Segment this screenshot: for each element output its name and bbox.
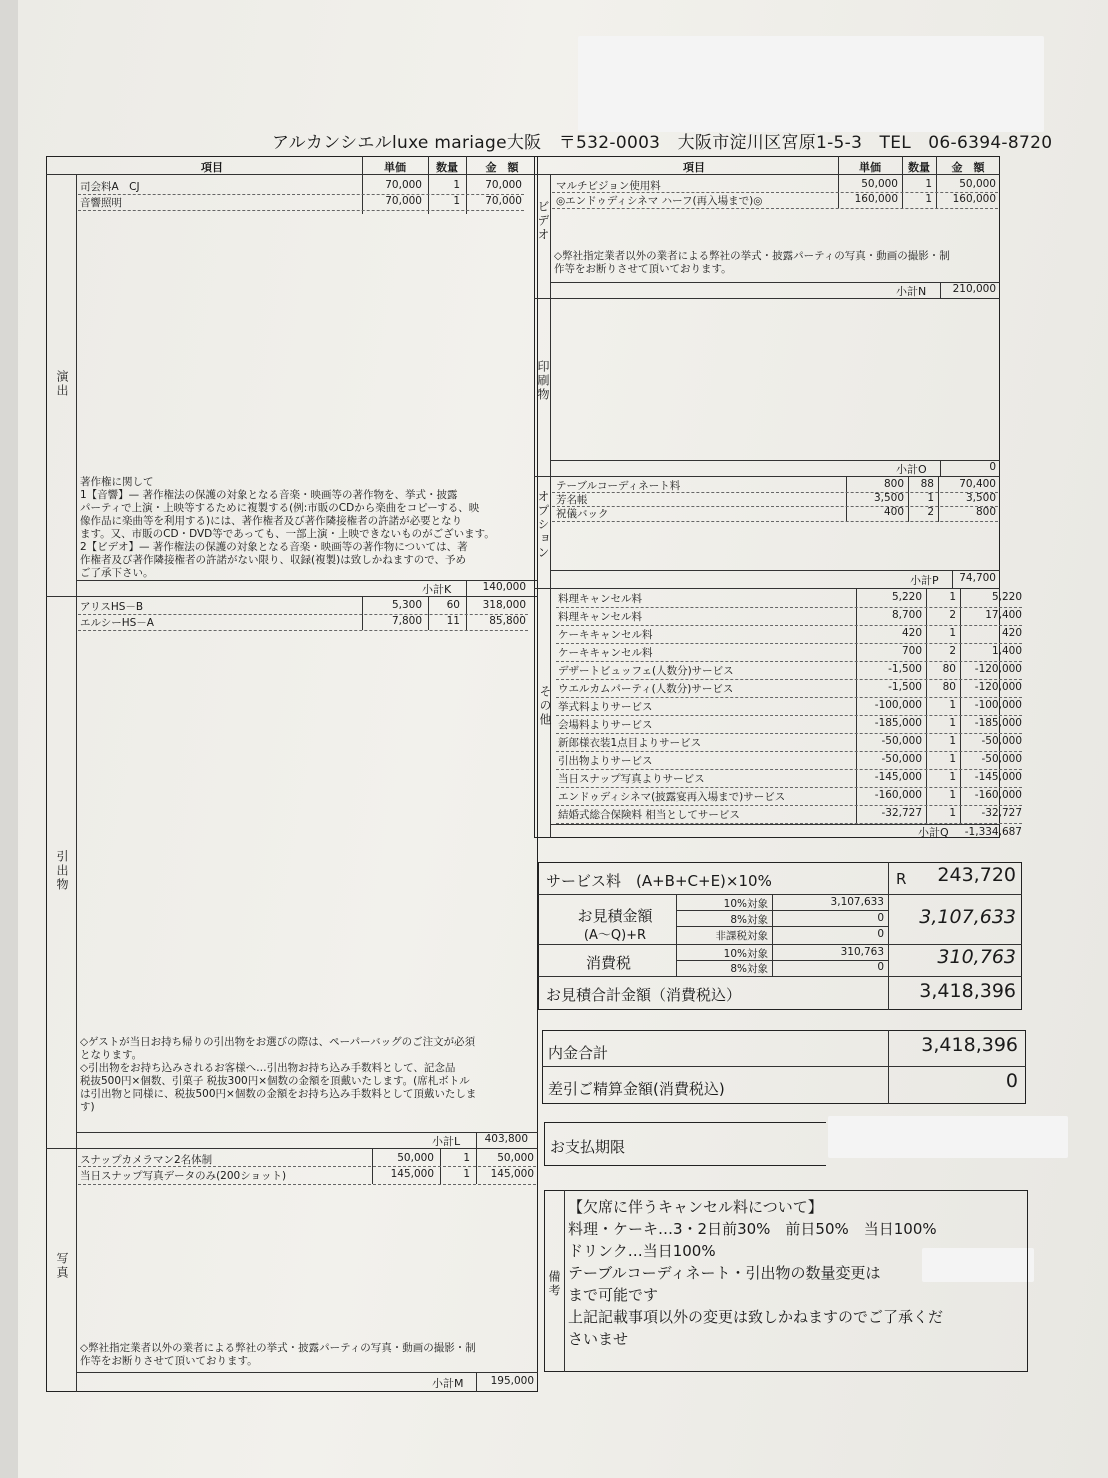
- row-name: 司会料A CJ: [80, 180, 140, 193]
- row-name: 会場料よりサービス: [558, 718, 653, 731]
- remarks-text: 【欠席に伴うキャンセル料について】 料理・ケーキ…3・2日前30% 前日50% 当日100% ドリンク…当日100% テーブルコーディネート・引出物の数量変更は まで可能です 上記記載事項以外の変更は致しかねますのでご了承くだ さいませ: [568, 1198, 944, 1348]
- header-amount: 金 額: [951, 161, 985, 174]
- row-price: 5,300: [391, 599, 422, 611]
- row-name: 引出物よりサービス: [558, 754, 653, 767]
- row-qty: 1: [949, 789, 956, 801]
- total-value: 3,418,396: [919, 980, 1016, 1002]
- row-name: 新郎様衣装1点目よりサービス: [558, 736, 702, 749]
- row-amount: 3,500: [965, 492, 996, 504]
- subtotal-q: -1,334,687: [964, 826, 1022, 838]
- row-amount: -50,000: [981, 753, 1022, 765]
- row-qty: 1: [463, 1168, 470, 1180]
- row-qty: 1: [453, 195, 460, 207]
- nontax-label: 非課税対象: [715, 930, 768, 942]
- remarks-label: 備考: [547, 1270, 561, 1298]
- section-label-hikidemono: 引出物: [55, 850, 69, 892]
- row-name: スナップカメラマン2名体制: [80, 1153, 213, 1166]
- row-qty: 80: [942, 681, 956, 693]
- header-qty: 数量: [908, 161, 930, 174]
- row-amount: 420: [1001, 627, 1022, 639]
- subtotal-n: 210,000: [952, 283, 996, 295]
- row-name: デザートビュッフェ(人数分)サービス: [558, 664, 734, 677]
- row-price: -145,000: [874, 771, 922, 783]
- left-table: [46, 156, 538, 1392]
- subtotal-m-label: 小計M: [432, 1377, 464, 1390]
- section-label-sonota: その他: [538, 685, 552, 727]
- subtotal-l: 403,800: [484, 1133, 528, 1145]
- row-amount: -120,000: [974, 681, 1022, 693]
- row-price: -1,500: [888, 663, 922, 675]
- redacted-name: [578, 36, 1044, 132]
- header-unit-price: 単価: [859, 161, 881, 174]
- tax10-value: 310,763: [840, 946, 884, 958]
- row-price: 70,000: [385, 195, 422, 207]
- row-amount: 145,000: [490, 1168, 534, 1180]
- row-qty: 1: [949, 627, 956, 639]
- row-qty: 1: [925, 193, 932, 205]
- row-amount: 318,000: [482, 599, 526, 611]
- tax-value: 310,763: [937, 946, 1016, 968]
- row-name: 結婚式総合保険料 相当としてサービス: [558, 808, 740, 821]
- row-name: 芳名帳: [556, 493, 588, 506]
- gift-note: ◇ゲストが当日お持ち帰りの引出物をお選びの際は、ペーパーバッグのご注文が必須 となります。 ◇引出物をお持ち込みされるお客様へ…引出物お持ち込み手数料として、記念品 税抜500円×個数、引菓子 税抜300円×個数の金額を頂戴いたします。(席札ボトル は引出物と同様に、税抜500円×個数の金額をお持ち込み手数料として頂戴いたしま す): [80, 1036, 477, 1113]
- row-amount: -32,727: [981, 807, 1022, 819]
- subtotal-p: 74,700: [959, 572, 996, 584]
- row-price: -185,000: [874, 717, 922, 729]
- row-name: テーブルコーディネート料: [556, 479, 681, 492]
- subtotal-k-label: 小計K: [422, 583, 452, 596]
- row-qty: 1: [949, 735, 956, 747]
- row-price: -160,000: [874, 789, 922, 801]
- row-amount: -120,000: [974, 663, 1022, 675]
- row-amount: 5,220: [991, 591, 1022, 603]
- subtotal-m: 195,000: [490, 1375, 534, 1387]
- row-price: -100,000: [874, 699, 922, 711]
- row-qty: 2: [927, 506, 934, 518]
- row-qty: 11: [446, 615, 460, 627]
- row-amount: 70,000: [485, 179, 522, 191]
- row-amount: 85,800: [489, 615, 526, 627]
- row-amount: 70,000: [485, 195, 522, 207]
- row-price: 420: [901, 627, 922, 639]
- header-qty: 数量: [436, 161, 458, 174]
- subtotal-o: 0: [989, 461, 996, 473]
- tax-label: 消費税: [586, 954, 632, 972]
- subtotal-p-label: 小計P: [910, 574, 939, 587]
- row-name: マルチビジョン使用料: [556, 179, 661, 192]
- row-amount: -50,000: [981, 735, 1022, 747]
- balance-value: 0: [1005, 1070, 1018, 1092]
- photo-note: ◇弊社指定業者以外の業者による弊社の挙式・披露パーティの写真・動画の撮影・制 作等をお断りさせて頂いております。: [80, 1342, 476, 1367]
- taxable10-label: 10%対象: [723, 898, 768, 910]
- row-name: 当日スナップ写真よりサービス: [558, 772, 705, 785]
- tax8-label: 8%対象: [730, 963, 768, 975]
- table-row: [80, 1167, 370, 1183]
- estimate-label: お見積金額 (A～Q)+R: [577, 907, 653, 943]
- row-qty: 1: [927, 492, 934, 504]
- row-qty: 2: [949, 609, 956, 621]
- taxable8-value: 0: [877, 912, 884, 924]
- row-qty: 88: [920, 478, 934, 490]
- row-name: ケーキキャンセル料: [558, 628, 653, 641]
- row-amount: 17,400: [985, 609, 1022, 621]
- subtotal-q-label: 小計Q: [918, 826, 949, 839]
- header-unit-price: 単価: [384, 161, 406, 174]
- header-item: 項目: [201, 161, 223, 174]
- row-price: 3,500: [873, 492, 904, 504]
- deposit-value: 3,418,396: [921, 1034, 1018, 1056]
- service-fee-label: サービス料 (A+B+C+E)×10%: [546, 872, 772, 890]
- row-name: 音響照明: [80, 196, 122, 209]
- row-qty: 1: [453, 179, 460, 191]
- subtotal-o-label: 小計O: [896, 463, 927, 476]
- subtotal-l-label: 小計L: [432, 1135, 461, 1148]
- table-row: [556, 192, 836, 208]
- row-price: -50,000: [881, 735, 922, 747]
- section-label-shashin: 写真: [55, 1252, 69, 1280]
- row-name: 挙式料よりサービス: [558, 700, 653, 713]
- section-label-insatsu: 印刷物: [536, 360, 550, 402]
- row-qty: 60: [446, 599, 460, 611]
- row-name: 祝儀バック: [556, 507, 609, 520]
- row-amount: 50,000: [497, 1152, 534, 1164]
- row-amount: 160,000: [952, 193, 996, 205]
- section-label-option: オプション: [536, 490, 550, 560]
- service-fee-value: 243,720: [937, 864, 1016, 886]
- section-label-video: ビデオ: [536, 200, 550, 242]
- row-amount: 50,000: [959, 178, 996, 190]
- row-name: ケーキキャンセル料: [558, 646, 653, 659]
- row-price: 160,000: [854, 193, 898, 205]
- row-qty: 1: [949, 717, 956, 729]
- row-price: 50,000: [861, 178, 898, 190]
- deposit-label: 内金合計: [548, 1044, 609, 1062]
- row-price: 70,000: [385, 179, 422, 191]
- header-amount: 金 額: [485, 161, 519, 174]
- row-qty: 1: [925, 178, 932, 190]
- row-amount: 70,400: [959, 478, 996, 490]
- row-amount: -185,000: [974, 717, 1022, 729]
- estimate-value: 3,107,633: [919, 906, 1016, 928]
- row-name: 料理キャンセル料: [558, 610, 642, 623]
- row-price: 800: [883, 478, 904, 490]
- row-price: 400: [883, 506, 904, 518]
- row-amount: -145,000: [974, 771, 1022, 783]
- venue-address: アルカンシエルluxe mariage大阪 〒532-0003 大阪市淀川区宮原1-5-3 TEL 06-6394-8720: [272, 133, 1053, 153]
- row-qty: 1: [949, 591, 956, 603]
- row-price: -50,000: [881, 753, 922, 765]
- tax8-value: 0: [877, 961, 884, 973]
- row-name: ◎エンドゥディシネマ ハーフ(再入場まで)◎: [556, 194, 763, 207]
- copyright-note: 著作権に関して 1【音響】— 著作権法の保護の対象となる音楽・映画等の著作物を、挙式・披露 パーティで上演・上映等するために複製する(例:市販のCDから楽曲をコピーする、映 像作品に楽曲等を利用する)には、著作権者及び著作隣接権者の許諾が必要となり ます。又、市販のCD・DVD等であっても、一部上演・上映できないものがございます。 2【ビデオ】— 著作権法の保護の対象となる音楽・映画等の著作物については、著 作権者及び著作隣接権者の許諾がない限り、収録(複製)は致しかねますので、予め ご了承下さい。: [80, 476, 495, 579]
- total-label: お見積合計金額（消費税込）: [546, 986, 742, 1004]
- taxable8-label: 8%対象: [730, 914, 768, 926]
- row-qty: 2: [949, 645, 956, 657]
- row-price: 7,800: [391, 615, 422, 627]
- service-fee-code: R: [896, 870, 907, 888]
- section-label-enshutsu: 演出: [55, 370, 69, 398]
- row-price: 8,700: [891, 609, 922, 621]
- row-amount: 800: [975, 506, 996, 518]
- redacted-due-date: [828, 1116, 1068, 1158]
- row-qty: 1: [949, 699, 956, 711]
- row-amount: -160,000: [974, 789, 1022, 801]
- row-price: 145,000: [390, 1168, 434, 1180]
- tax10-label: 10%対象: [723, 948, 768, 960]
- table-row: [80, 598, 360, 614]
- row-price: 700: [901, 645, 922, 657]
- row-qty: 1: [949, 807, 956, 819]
- table-row: [80, 1151, 370, 1167]
- subtotal-k: 140,000: [482, 581, 526, 593]
- table-row: [556, 505, 844, 521]
- row-amount: -100,000: [974, 699, 1022, 711]
- row-price: 50,000: [397, 1152, 434, 1164]
- subtotal-n-label: 小計N: [896, 285, 927, 298]
- taxable10-value: 3,107,633: [830, 896, 884, 908]
- due-label: お支払期限: [550, 1138, 626, 1156]
- row-name: 当日スナップ写真データのみ(200ショット): [80, 1169, 287, 1182]
- row-qty: 1: [949, 753, 956, 765]
- nontax-value: 0: [877, 928, 884, 940]
- row-name: アリスHS－B: [80, 600, 144, 613]
- row-qty: 1: [463, 1152, 470, 1164]
- row-price: -1,500: [888, 681, 922, 693]
- row-name: エンドゥディシネマ(披露宴再入場まで)サービス: [558, 790, 786, 803]
- table-row: [556, 177, 836, 193]
- row-name: 料理キャンセル料: [558, 592, 642, 605]
- balance-label: 差引ご精算金額(消費税込): [548, 1080, 725, 1098]
- row-qty: 80: [942, 663, 956, 675]
- row-price: -32,727: [881, 807, 922, 819]
- row-name: ウエルカムパーティ(人数分)サービス: [558, 682, 734, 695]
- header-item: 項目: [683, 161, 705, 174]
- row-amount: 1,400: [991, 645, 1022, 657]
- row-qty: 1: [949, 771, 956, 783]
- row-price: 5,220: [891, 591, 922, 603]
- table-row: [80, 614, 360, 630]
- video-note: ◇弊社指定業者以外の業者による弊社の挙式・披露パーティの写真・動画の撮影・制 作等をお断りさせて頂いております。: [554, 250, 950, 275]
- row-name: エルシーHS－A: [80, 616, 154, 629]
